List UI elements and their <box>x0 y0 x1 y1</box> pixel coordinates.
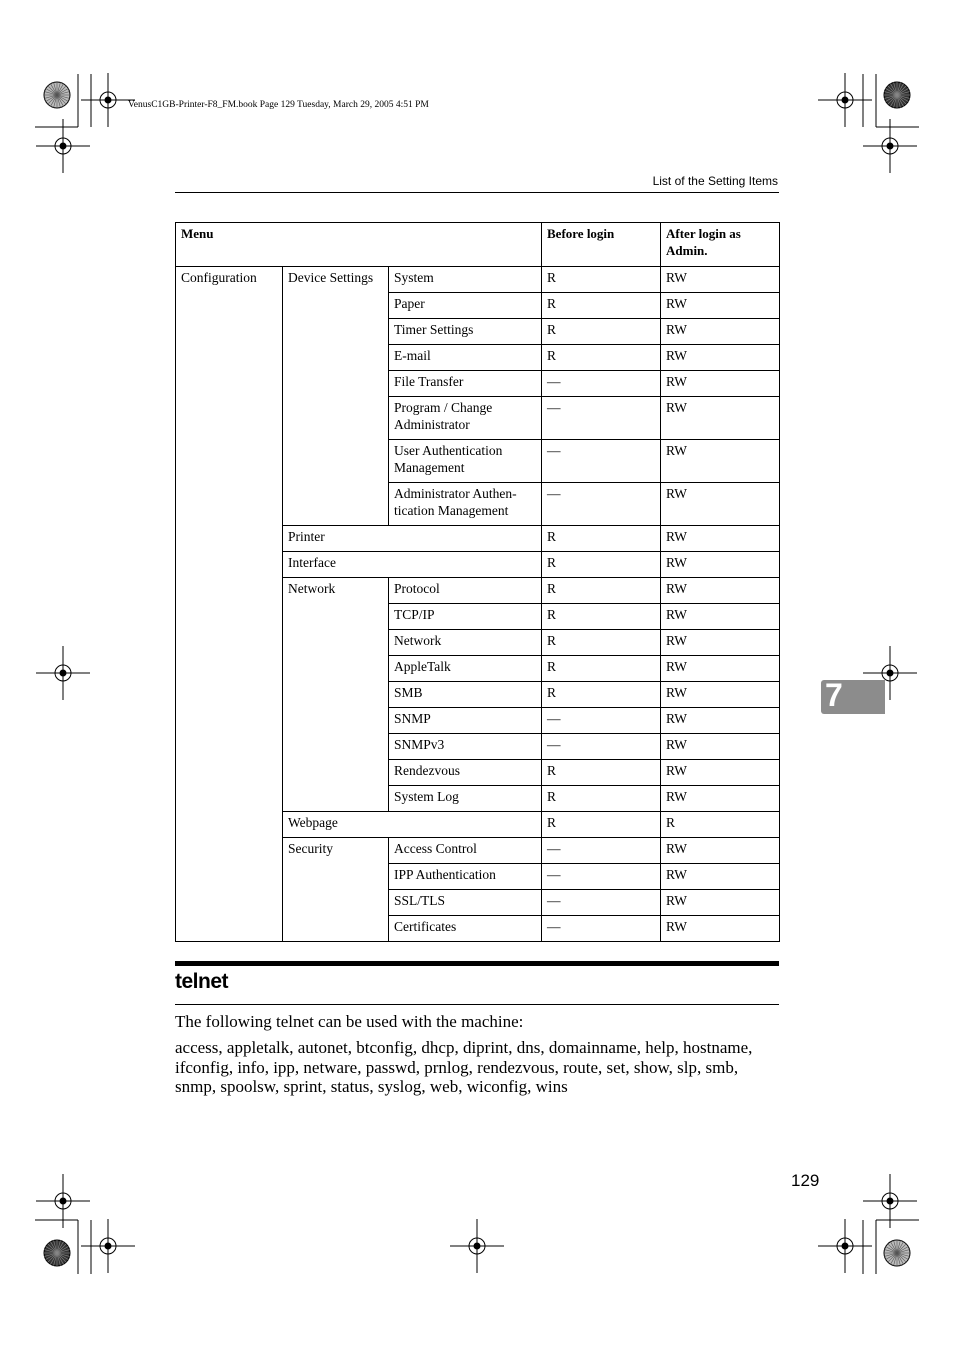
page-number: 129 <box>791 1171 820 1190</box>
section-title: telnet <box>175 970 229 993</box>
after-value: RW <box>661 440 780 483</box>
running-head: List of the Setting Items <box>652 174 778 188</box>
item-name: AppleTalk <box>389 656 542 682</box>
color-rosette-icon <box>44 82 70 108</box>
after-value: RW <box>661 526 780 552</box>
intro-paragraph: The following telnet can be used with the machine: <box>175 1012 524 1031</box>
header-menu: Menu <box>176 223 542 267</box>
item-name: Certificates <box>389 916 542 942</box>
item-name: Network <box>389 630 542 656</box>
item-name: SNMP <box>389 708 542 734</box>
before-value: R <box>542 656 661 682</box>
item-name: Administrator Authen-tication Management <box>389 483 542 526</box>
menu-configuration: Configuration <box>176 267 283 942</box>
after-value: RW <box>661 604 780 630</box>
after-value: RW <box>661 267 780 293</box>
item-name: SMB <box>389 682 542 708</box>
registration-mark-icon <box>36 646 90 700</box>
after-value: RW <box>661 397 780 440</box>
submenu-device-settings: Device Settings <box>283 267 389 526</box>
before-value: — <box>542 708 661 734</box>
after-value: RW <box>661 916 780 942</box>
before-value: R <box>542 552 661 578</box>
item-name: User Authentication Management <box>389 440 542 483</box>
after-value: RW <box>661 319 780 345</box>
after-value: RW <box>661 890 780 916</box>
before-value: — <box>542 734 661 760</box>
registration-mark-icon <box>818 1219 872 1273</box>
item-name: Program / Change Administrator <box>389 397 542 440</box>
item-name: System <box>389 267 542 293</box>
after-value: RW <box>661 864 780 890</box>
before-value: R <box>542 760 661 786</box>
header-after-login: After login as Admin. <box>661 223 780 267</box>
before-value: R <box>542 526 661 552</box>
item-name: Timer Settings <box>389 319 542 345</box>
before-value: — <box>542 397 661 440</box>
after-value: RW <box>661 578 780 604</box>
before-value: — <box>542 890 661 916</box>
item-name: IPP Authentication <box>389 864 542 890</box>
before-value: R <box>542 319 661 345</box>
submenu-security: Security <box>283 838 389 942</box>
after-value: RW <box>661 786 780 812</box>
item-name: Paper <box>389 293 542 319</box>
before-value: R <box>542 267 661 293</box>
before-value: — <box>542 838 661 864</box>
submenu-interface: Interface <box>283 552 542 578</box>
after-value: RW <box>661 734 780 760</box>
registration-mark-icon <box>863 646 917 700</box>
after-value: RW <box>661 630 780 656</box>
item-name: SSL/TLS <box>389 890 542 916</box>
after-value: RW <box>661 293 780 319</box>
after-value: RW <box>661 483 780 526</box>
header-before-login: Before login <box>542 223 661 267</box>
before-value: R <box>542 293 661 319</box>
after-value: RW <box>661 552 780 578</box>
color-rosette-icon <box>884 82 910 108</box>
after-value: RW <box>661 838 780 864</box>
command-list-paragraph: access, appletalk, autonet, btconfig, dhcp, diprint, dns, domainname, help, hostname, ifconfig, info, ipp, netware, passwd, prnlog, rendezvous, route, set, show, slp, smb, snmp, spoolsw, sprint, status, syslog, web, wiconfig, wins <box>175 1038 753 1096</box>
color-rosette-icon <box>44 1240 70 1266</box>
before-value: R <box>542 786 661 812</box>
item-name: Rendezvous <box>389 760 542 786</box>
registration-mark-icon <box>450 1219 504 1273</box>
after-value: RW <box>661 656 780 682</box>
before-value: — <box>542 440 661 483</box>
submenu-webpage: Webpage <box>283 812 542 838</box>
before-value: R <box>542 578 661 604</box>
before-value: R <box>542 604 661 630</box>
item-name: System Log <box>389 786 542 812</box>
item-name: SNMPv3 <box>389 734 542 760</box>
registration-mark-icon <box>81 73 135 127</box>
file-slug: VenusC1GB-Printer-F8_FM.book Page 129 Tuesday, March 29, 2005 4:51 PM <box>128 100 429 110</box>
registration-mark-icon <box>81 1219 135 1273</box>
before-value: — <box>542 864 661 890</box>
item-name: File Transfer <box>389 371 542 397</box>
color-rosette-icon <box>884 1240 910 1266</box>
before-value: R <box>542 345 661 371</box>
item-name: TCP/IP <box>389 604 542 630</box>
item-name: Protocol <box>389 578 542 604</box>
item-name: Access Control <box>389 838 542 864</box>
after-value: RW <box>661 345 780 371</box>
after-value: RW <box>661 760 780 786</box>
before-value: — <box>542 916 661 942</box>
before-value: R <box>542 812 661 838</box>
after-value: RW <box>661 708 780 734</box>
item-name: E-mail <box>389 345 542 371</box>
crop-lines <box>35 74 919 1274</box>
before-value: R <box>542 682 661 708</box>
after-value: RW <box>661 682 780 708</box>
registration-mark-icon <box>818 73 872 127</box>
after-value: R <box>661 812 780 838</box>
chapter-tab-number: 7 <box>825 677 843 713</box>
submenu-printer: Printer <box>283 526 542 552</box>
after-value: RW <box>661 371 780 397</box>
submenu-network: Network <box>283 578 389 812</box>
before-value: R <box>542 630 661 656</box>
before-value: — <box>542 371 661 397</box>
before-value: — <box>542 483 661 526</box>
